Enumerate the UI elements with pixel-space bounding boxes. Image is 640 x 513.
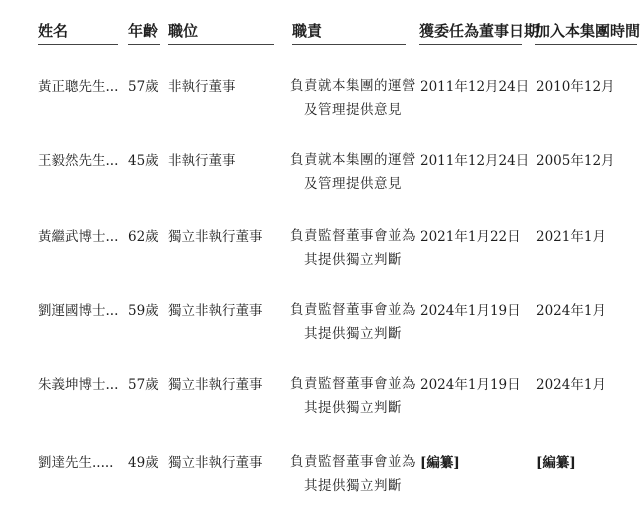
duties-line-1: 負責監督董事會並為 [290, 454, 416, 470]
header-appointed-date: 獲委任為董事日期 [419, 18, 522, 45]
table-row-duties [290, 224, 416, 272]
duties-line-1: 負責就本集團的運營 [290, 78, 416, 94]
table-row-name: 黃正聰先生... [38, 79, 119, 95]
table-row-joined-date: 2024年1月 [536, 303, 606, 319]
table-row-appointed-date: 2024年1月19日 [420, 377, 521, 393]
table-row-name: 劉運國博士... [38, 303, 119, 319]
duties-line-2: 其提供獨立判斷 [304, 326, 402, 342]
table-row-name: 朱義坤博士... [38, 377, 119, 393]
table-row-duties [290, 148, 416, 196]
table-row-position: 獨立非執行董事 [168, 303, 263, 319]
table-row-age: 57歲 [128, 79, 159, 95]
table-row-appointed-date: [編纂] [420, 455, 460, 471]
table-row-age: 62歲 [128, 229, 159, 245]
duties-line-1: 負責監督董事會並為 [290, 302, 416, 318]
table-row-name: 黃繼武博士... [38, 229, 119, 245]
duties-line-1: 負責就本集團的運營 [290, 152, 416, 168]
table-row-appointed-date: 2024年1月19日 [420, 303, 521, 319]
table-row-name: 劉達先生..... [38, 455, 114, 471]
table-row-position: 獨立非執行董事 [168, 229, 263, 245]
table-row-duties [290, 74, 416, 122]
duties-line-2: 其提供獨立判斷 [304, 252, 402, 268]
table-row-joined-date: 2024年1月 [536, 377, 606, 393]
table-row-joined-date: 2021年1月 [536, 229, 606, 245]
table-row-joined-date: 2005年12月 [536, 153, 615, 169]
table-row-duties [290, 450, 416, 498]
header-duties: 職責 [292, 18, 406, 45]
table-row-appointed-date: 2021年1月22日 [420, 229, 521, 245]
table-row-position: 獨立非執行董事 [168, 377, 263, 393]
table-row-duties [290, 372, 416, 420]
duties-line-2: 及管理提供意見 [304, 176, 402, 192]
duties-line-2: 其提供獨立判斷 [304, 400, 402, 416]
table-row-age: 49歲 [128, 455, 159, 471]
table-row-position: 非執行董事 [168, 153, 236, 169]
duties-line-2: 其提供獨立判斷 [304, 478, 402, 494]
table-row-name: 王毅然先生... [38, 153, 119, 169]
duties-line-1: 負責監督董事會並為 [290, 376, 416, 392]
duties-line-1: 負責監督董事會並為 [290, 228, 416, 244]
header-name: 姓名 [38, 18, 118, 45]
header-position: 職位 [168, 18, 274, 45]
header-age: 年齡 [128, 18, 160, 45]
table-row-appointed-date: 2011年12月24日 [420, 79, 530, 95]
table-row-age: 57歲 [128, 377, 159, 393]
duties-line-2: 及管理提供意見 [304, 102, 402, 118]
table-row-appointed-date: 2011年12月24日 [420, 153, 530, 169]
table-row-age: 45歲 [128, 153, 159, 169]
table-row-age: 59歲 [128, 303, 159, 319]
table-row-position: 非執行董事 [168, 79, 236, 95]
table-row-joined-date: 2010年12月 [536, 79, 615, 95]
table-row-joined-date: [編纂] [536, 455, 576, 471]
table-row-position: 獨立非執行董事 [168, 455, 263, 471]
table-row-duties [290, 298, 416, 346]
header-joined-date: 加入本集團時間 [535, 18, 637, 45]
